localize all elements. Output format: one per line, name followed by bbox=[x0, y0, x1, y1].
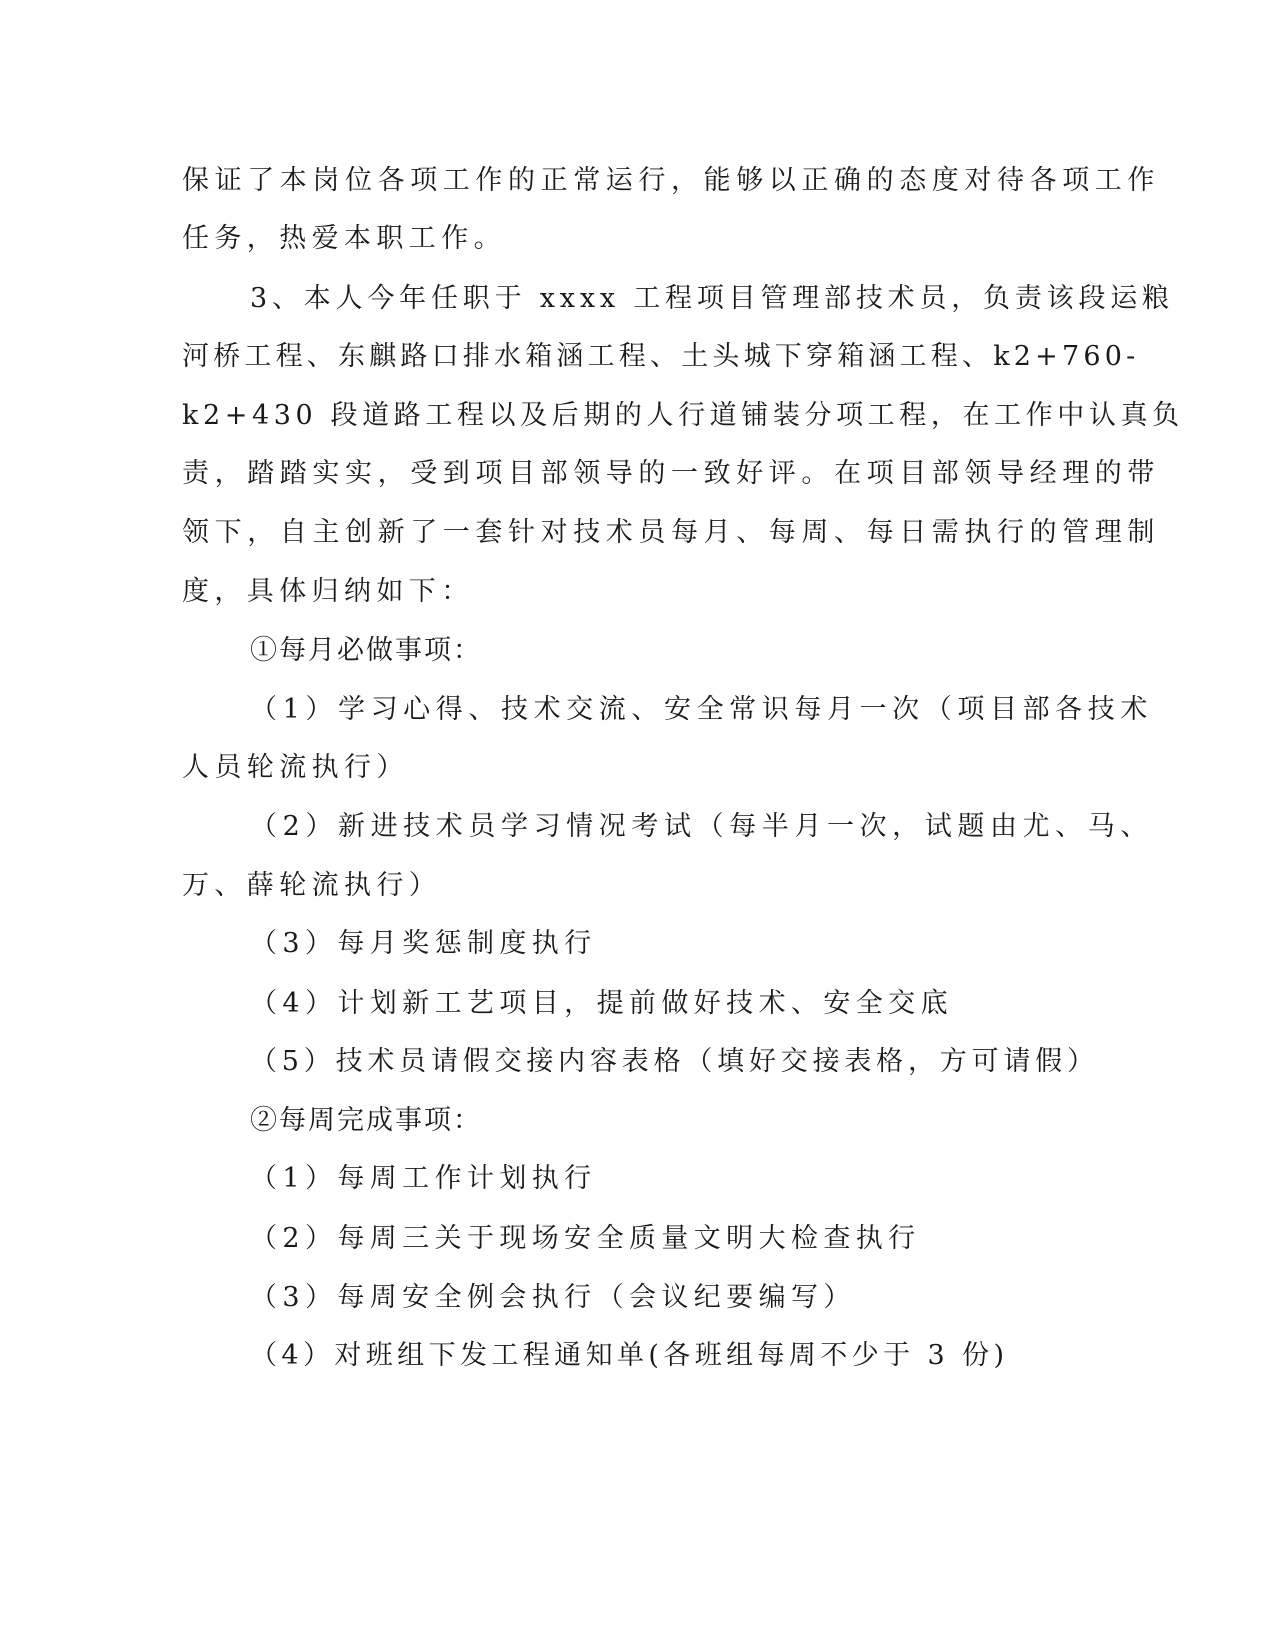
section-heading-monthly: ①每月必做事项： bbox=[250, 635, 482, 666]
paragraph-line-8: 度，具体归纳如下： bbox=[182, 576, 474, 607]
paragraph-line-4: 河桥工程、东麒路口排水箱涵工程、土头城下穿箱涵工程、k2+760- bbox=[182, 341, 1140, 372]
paragraph-line-5: k2+430 段道路工程以及后期的人行道铺装分项工程，在工作中认真负 bbox=[182, 400, 1184, 431]
paragraph-line-3: 3、本人今年任职于 xxxx 工程项目管理部技术员，负责该段运粮 bbox=[250, 283, 1174, 314]
list-item: （3）每月奖惩制度执行 bbox=[250, 928, 597, 959]
list-item: （4）对班组下发工程通知单(各班组每周不少于 3 份) bbox=[250, 1340, 1009, 1371]
list-item: （1）每周工作计划执行 bbox=[250, 1163, 597, 1194]
list-item: （1）学习心得、技术交流、安全常识每月一次（项目部各技术 bbox=[250, 694, 1153, 725]
list-item: （4）计划新工艺项目，提前做好技术、安全交底 bbox=[250, 988, 953, 1019]
paragraph-line-2: 任务，热爱本职工作。 bbox=[182, 223, 506, 254]
list-item: （3）每周安全例会执行（会议纪要编写） bbox=[250, 1282, 856, 1313]
section-heading-weekly: ②每周完成事项： bbox=[250, 1105, 482, 1136]
paragraph-line-7: 领下，自主创新了一套针对技术员每月、每周、每日需执行的管理制 bbox=[182, 517, 1160, 548]
list-item-continuation: 万、薛轮流执行） bbox=[182, 870, 442, 901]
paragraph-line-1: 保证了本岗位各项工作的正常运行，能够以正确的态度对待各项工作 bbox=[182, 165, 1160, 196]
list-item: （5）技术员请假交接内容表格（填好交接表格，方可请假） bbox=[250, 1046, 1099, 1077]
list-item: （2）每周三关于现场安全质量文明大检查执行 bbox=[250, 1223, 921, 1254]
paragraph-line-6: 责，踏踏实实，受到项目部领导的一致好评。在项目部领导经理的带 bbox=[182, 458, 1160, 489]
list-item-continuation: 人员轮流执行） bbox=[182, 752, 409, 783]
list-item: （2）新进技术员学习情况考试（每半月一次，试题由尤、马、 bbox=[250, 811, 1153, 842]
